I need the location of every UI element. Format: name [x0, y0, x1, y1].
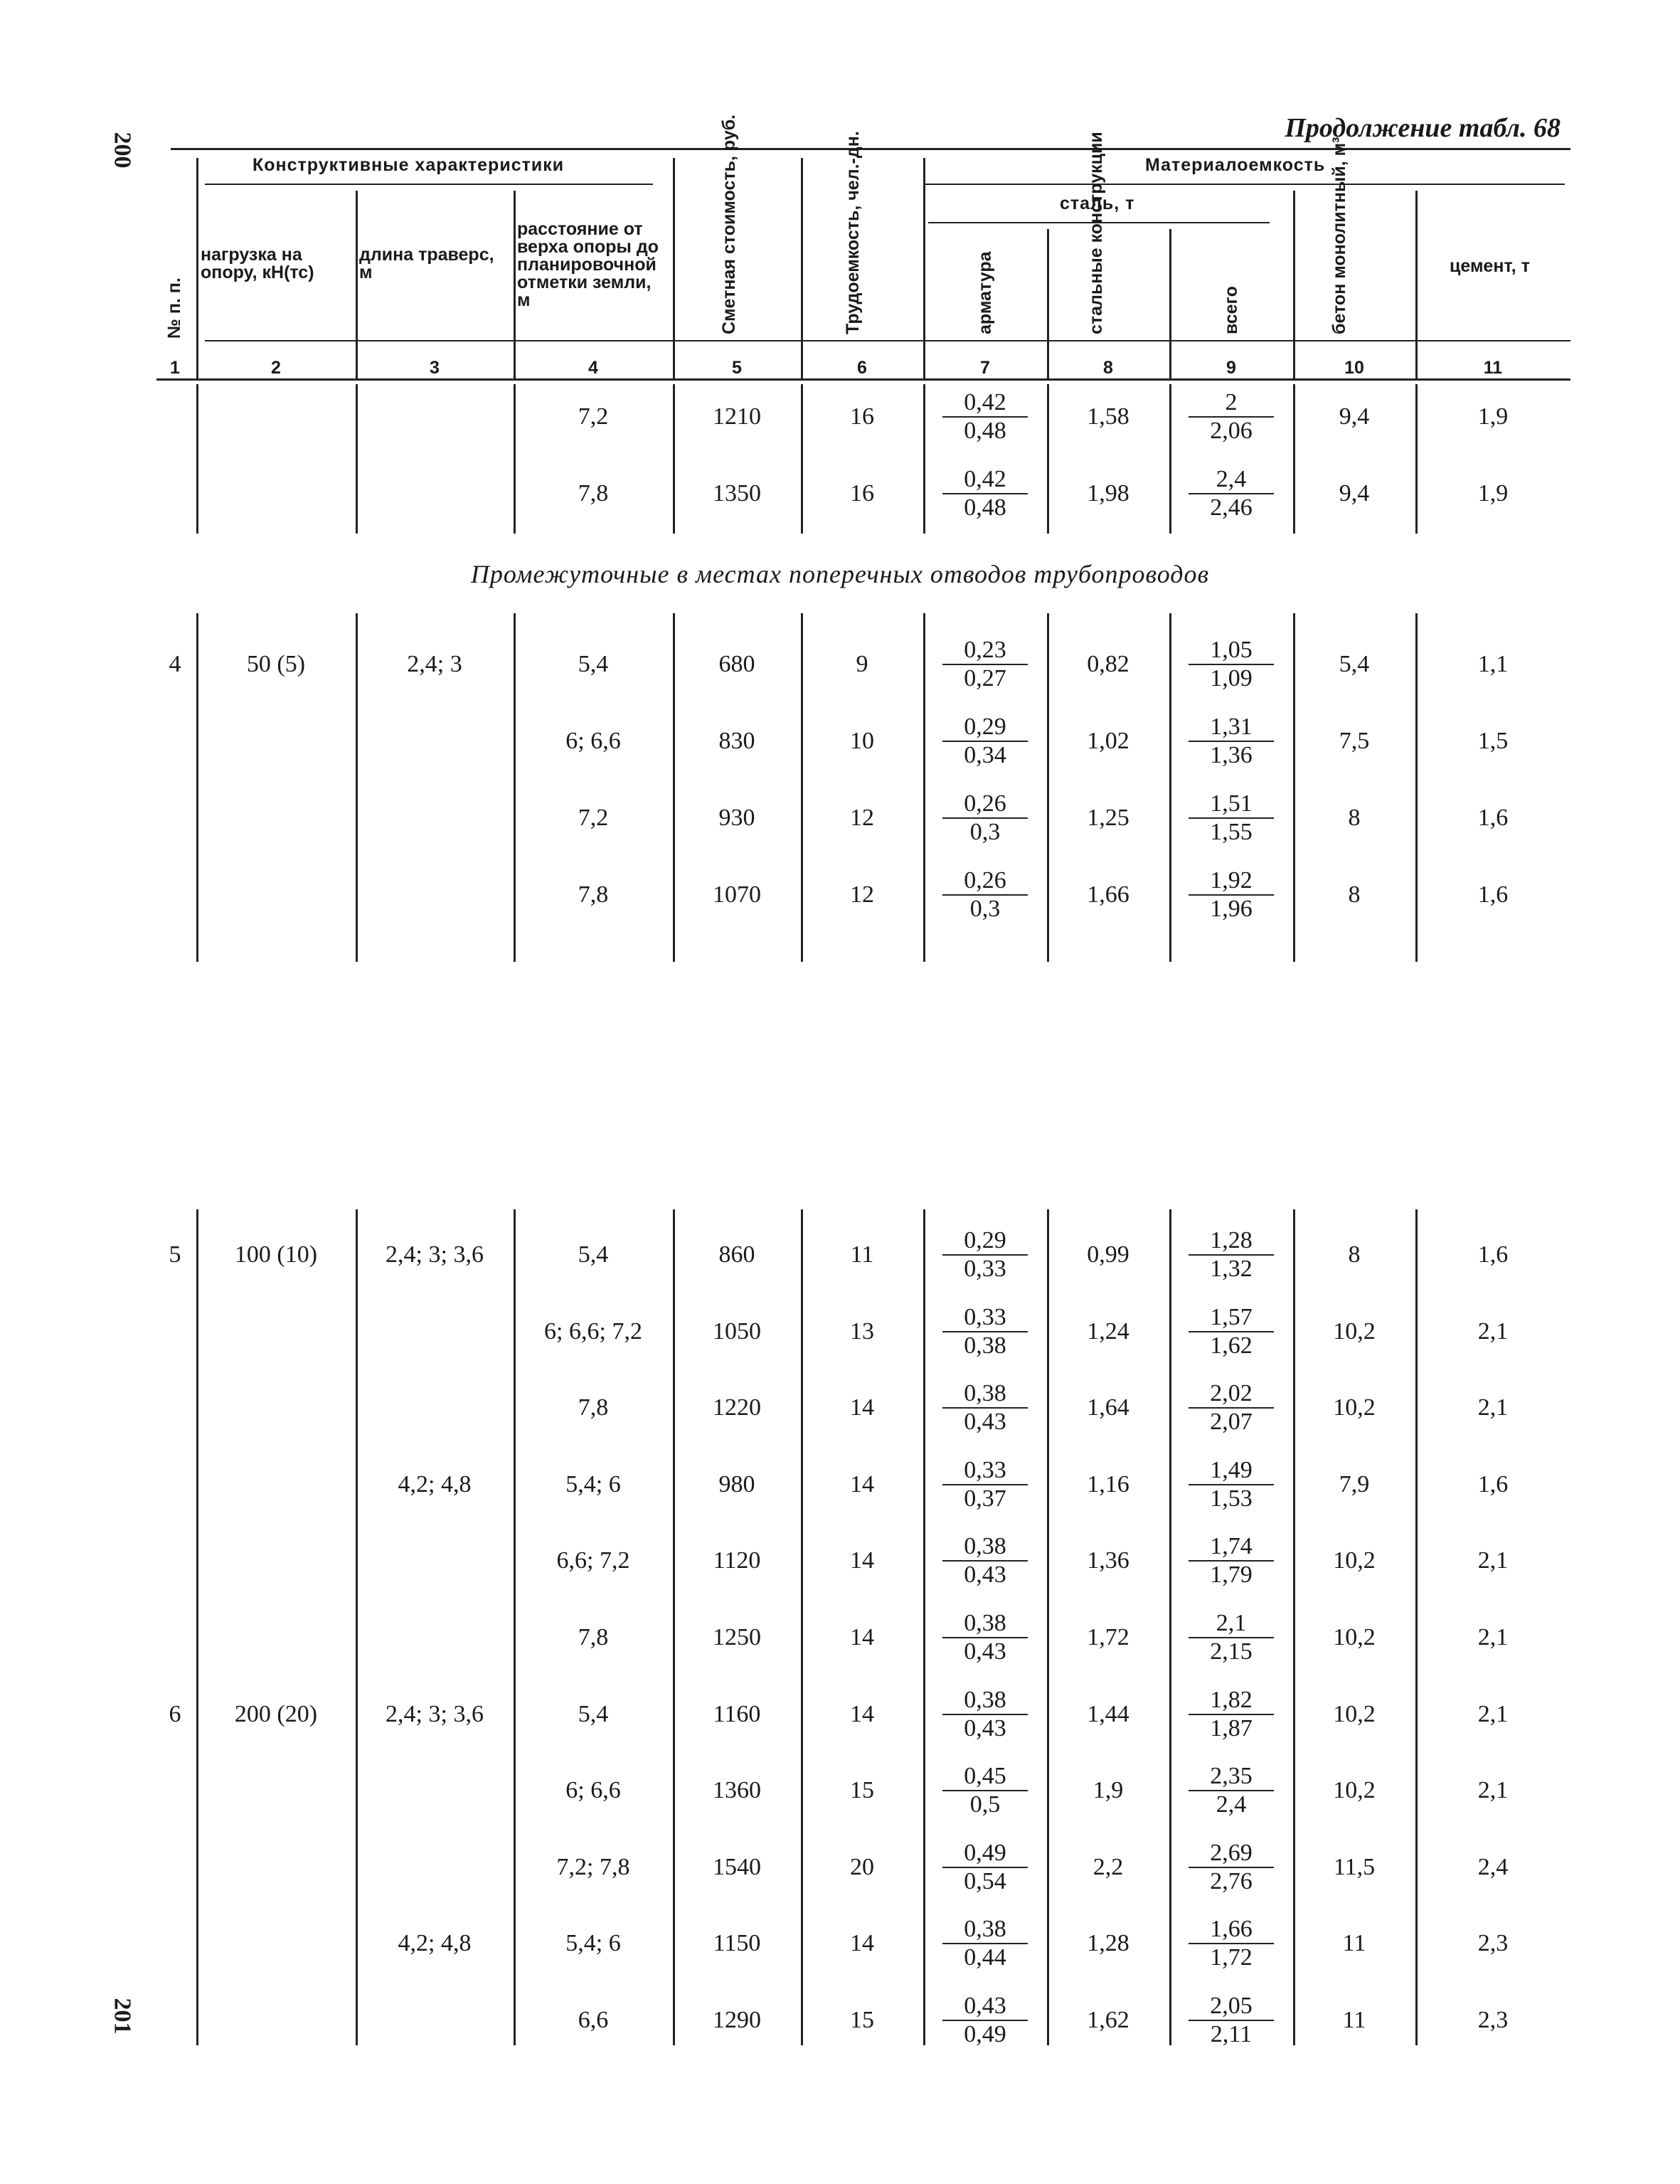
labor-cell: 14 [850, 1930, 874, 1957]
concrete-cell: 11 [1342, 2007, 1366, 2033]
fraction-numerator: 0,49 [942, 1840, 1028, 1868]
concrete-cell: 10,2 [1333, 1318, 1376, 1345]
fraction-numerator: 0,26 [942, 867, 1028, 896]
header-vline [801, 158, 803, 378]
column-divider [1415, 613, 1418, 962]
total-steel-cell [1189, 389, 1274, 445]
cost-cell: 1120 [713, 1547, 761, 1574]
cost-cell: 680 [718, 651, 755, 677]
cement-cell: 1,6 [1477, 1241, 1509, 1268]
fraction-numerator: 1,05 [1189, 637, 1274, 665]
header-vline [923, 158, 925, 378]
fraction-denominator: 1,62 [1210, 1332, 1253, 1359]
concrete-cell: 11,5 [1333, 1853, 1376, 1880]
column-number-3: 3 [430, 358, 440, 378]
cost-cell: 1290 [713, 2007, 761, 2033]
column-divider [1169, 1209, 1171, 2045]
cement-cell: 1,6 [1477, 1470, 1509, 1497]
cement-cell: 1,1 [1477, 651, 1509, 677]
dist-cell: 7,2 [578, 403, 609, 430]
concrete-cell: 10,2 [1333, 1700, 1376, 1727]
steel-cell: 1,58 [1087, 403, 1129, 430]
column-divider [923, 613, 925, 962]
column-number-5: 5 [732, 358, 742, 378]
no-header: № п. п. [164, 277, 184, 339]
total-steel-cell [1189, 1227, 1274, 1283]
fraction-denominator: 0,49 [964, 2021, 1006, 2047]
concrete-header: бетон монолитный, м³ [1329, 137, 1349, 334]
cement-cell: 2,1 [1477, 1777, 1509, 1804]
steel-cell: 1,28 [1087, 1930, 1129, 1957]
fraction-denominator: 0,37 [964, 1485, 1006, 1512]
steel-cell: 1,16 [1087, 1470, 1129, 1497]
page-number-bottom: 201 [109, 1998, 136, 2035]
page-number-top: 200 [109, 132, 136, 169]
steel-cell: 0,99 [1087, 1241, 1129, 1268]
fraction-denominator: 1,87 [1210, 1714, 1253, 1742]
cost-cell: 830 [718, 728, 755, 754]
steel-cell: 1,25 [1087, 805, 1129, 831]
cement-cell: 1,6 [1477, 805, 1509, 831]
total-steel-cell [1189, 1916, 1274, 1971]
fraction-numerator: 0,38 [942, 1610, 1028, 1638]
concrete-cell: 5,4 [1339, 651, 1370, 677]
dist-cell: 7,8 [578, 480, 609, 507]
armatura-cell [942, 1457, 1028, 1512]
dist-cell: 7,2; 7,8 [556, 1853, 630, 1880]
labor-header: Трудоемкость, чел.-дн. [843, 131, 863, 334]
fraction-denominator: 0,5 [969, 1791, 1001, 1818]
fraction-numerator: 1,28 [1189, 1227, 1274, 1256]
labor-cell: 16 [850, 480, 874, 507]
dist-cell: 5,4; 6 [565, 1470, 621, 1497]
fraction-numerator: 2,05 [1189, 1993, 1274, 2021]
concrete-cell: 7,5 [1339, 728, 1370, 754]
column-divider [196, 384, 198, 534]
fraction-denominator: 0,34 [964, 742, 1006, 768]
cost-cell: 1350 [713, 480, 761, 507]
header-vline [196, 158, 198, 378]
labor-cell: 10 [850, 728, 874, 754]
load-header: нагрузка на опору, кН(тс) [201, 245, 314, 282]
cost-cell: 1540 [713, 1853, 761, 1880]
fraction-denominator: 0,48 [964, 494, 1006, 521]
armatura-cell [942, 1533, 1028, 1589]
load-cell: 100 (10) [234, 1241, 318, 1268]
total-steel-cell [1189, 790, 1274, 846]
labor-cell: 11 [850, 1241, 874, 1268]
dist-cell: 7,8 [578, 881, 609, 908]
load-cell: 50 (5) [246, 651, 306, 677]
cost-cell: 860 [718, 1241, 755, 1268]
cement-header: цемент, т [1450, 256, 1530, 276]
header-top-rule [171, 148, 1570, 150]
armatura-cell [942, 1227, 1028, 1283]
dist-cell: 6; 6,6; 7,2 [544, 1318, 642, 1345]
steel-cell: 1,72 [1087, 1624, 1129, 1650]
labor-cell: 15 [850, 2007, 874, 2033]
total-steel-cell [1189, 1610, 1274, 1665]
fraction-denominator: 0,38 [964, 1332, 1006, 1359]
fraction-denominator: 0,27 [964, 665, 1006, 691]
fraction-numerator: 0,45 [942, 1763, 1028, 1791]
column-number-6: 6 [857, 358, 867, 378]
armatura-cell [942, 389, 1028, 445]
column-divider [196, 1209, 198, 2045]
total-steel-cell [1189, 637, 1274, 692]
column-divider [356, 1209, 358, 2045]
steel-cell: 1,44 [1087, 1700, 1129, 1727]
dist-cell: 5,4 [578, 1241, 609, 1268]
construct-group-rule [205, 184, 653, 185]
steel-cell: 1,62 [1087, 2007, 1129, 2033]
steel-cell: 1,98 [1087, 480, 1129, 507]
cost-header: Сметная стоимость, руб. [719, 114, 739, 334]
dist-cell: 5,4; 6 [565, 1930, 621, 1957]
armatura-cell [942, 714, 1028, 769]
cement-cell: 2,3 [1477, 2007, 1509, 2033]
armatura-cell [942, 1840, 1028, 1895]
armatura-cell [942, 1304, 1028, 1359]
concrete-cell: 10,2 [1333, 1777, 1376, 1804]
header-vline [1293, 191, 1295, 378]
length-header: длина траверс, м [359, 245, 494, 282]
fraction-denominator: 0,44 [964, 1944, 1006, 1971]
fraction-numerator: 0,29 [942, 1227, 1028, 1256]
total-steel-cell [1189, 1840, 1274, 1895]
fraction-denominator: 2,11 [1210, 2021, 1253, 2047]
fraction-numerator: 2,35 [1189, 1763, 1274, 1791]
fraction-denominator: 0,48 [964, 418, 1006, 444]
column-number-8: 8 [1103, 358, 1113, 378]
labor-cell: 12 [850, 881, 874, 908]
length-cell: 2,4; 3 [407, 651, 462, 677]
armatura-cell [942, 867, 1028, 923]
total-steel-cell [1189, 1457, 1274, 1512]
column-number-7: 7 [980, 358, 990, 378]
fraction-denominator: 1,79 [1210, 1562, 1253, 1589]
fraction-numerator: 1,31 [1189, 714, 1274, 742]
dist-cell: 5,4 [578, 651, 609, 677]
dist-cell: 6,6; 7,2 [556, 1547, 630, 1574]
steel-cell: 1,02 [1087, 728, 1129, 754]
armatura-cell [942, 1916, 1028, 1971]
fraction-denominator: 1,96 [1210, 896, 1253, 922]
fraction-numerator: 0,33 [942, 1457, 1028, 1485]
fraction-numerator: 2,4 [1189, 466, 1274, 494]
cost-cell: 1210 [713, 403, 761, 430]
fraction-denominator: 0,54 [964, 1867, 1006, 1894]
armatura-cell [942, 1380, 1028, 1436]
cost-cell: 1250 [713, 1624, 761, 1650]
cost-cell: 980 [718, 1470, 755, 1497]
cement-cell: 2,4 [1477, 1853, 1509, 1880]
concrete-cell: 11 [1342, 1930, 1366, 1957]
concrete-cell: 8 [1348, 881, 1361, 908]
armatura-cell [942, 790, 1028, 846]
cost-cell: 1220 [713, 1394, 761, 1421]
fraction-denominator: 0,3 [969, 819, 1001, 845]
steel-cell: 1,9 [1092, 1777, 1124, 1804]
length-cell: 4,2; 4,8 [398, 1930, 472, 1957]
labor-cell: 16 [850, 403, 874, 430]
fraction-numerator: 2,02 [1189, 1380, 1274, 1409]
armatura-cell [942, 1763, 1028, 1818]
fraction-denominator: 1,72 [1210, 1944, 1253, 1971]
total-steel-cell [1189, 1304, 1274, 1359]
cement-cell: 2,1 [1477, 1547, 1509, 1574]
labor-cell: 9 [856, 651, 868, 677]
column-number-2: 2 [271, 358, 281, 378]
length-cell: 2,4; 3; 3,6 [386, 1700, 484, 1727]
concrete-cell: 8 [1348, 805, 1361, 831]
steel-cell: 1,66 [1087, 881, 1129, 908]
fraction-numerator: 0,42 [942, 466, 1028, 494]
cement-cell: 2,1 [1477, 1624, 1509, 1650]
fraction-denominator: 2,4 [1216, 1791, 1247, 1818]
fraction-denominator: 0,43 [964, 1562, 1006, 1589]
fraction-numerator: 1,82 [1189, 1687, 1274, 1715]
cost-cell: 1160 [713, 1700, 761, 1727]
fraction-denominator: 0,33 [964, 1256, 1006, 1282]
fraction-denominator: 1,36 [1210, 742, 1253, 768]
column-number-10: 10 [1344, 358, 1364, 378]
concrete-cell: 8 [1348, 1241, 1361, 1268]
fraction-denominator: 1,55 [1210, 819, 1253, 845]
labor-cell: 15 [850, 1777, 874, 1804]
fraction-denominator: 0,43 [964, 1638, 1006, 1665]
fraction-denominator: 0,3 [969, 896, 1001, 922]
header-vline [673, 158, 675, 378]
dist-cell: 6,6 [578, 2007, 609, 2033]
cost-cell: 1150 [713, 1930, 761, 1957]
fraction-numerator: 0,38 [942, 1380, 1028, 1409]
fraction-denominator: 2,15 [1210, 1638, 1253, 1665]
fraction-numerator: 0,23 [942, 637, 1028, 665]
steel-cell: 1,64 [1087, 1394, 1129, 1421]
dist-cell: 6; 6,6 [565, 728, 621, 754]
material-group-label: Материалоемкость [1145, 155, 1326, 175]
column-divider [923, 1209, 925, 2045]
labor-cell: 14 [850, 1700, 874, 1727]
cost-cell: 1050 [713, 1318, 761, 1345]
armatura-cell [942, 1610, 1028, 1665]
dist-cell: 6; 6,6 [565, 1777, 621, 1804]
steel-cell: 1,36 [1087, 1547, 1129, 1574]
cement-cell: 2,1 [1477, 1318, 1509, 1345]
no-cell: 4 [169, 651, 181, 677]
column-number-11: 11 [1483, 358, 1503, 378]
total-steel-cell [1189, 714, 1274, 769]
fraction-numerator: 0,38 [942, 1687, 1028, 1715]
distance-header: расстояние от верха опоры до планировочной отметки земли, м [517, 219, 659, 310]
fraction-numerator: 0,42 [942, 389, 1028, 418]
column-divider [1415, 1209, 1418, 2045]
steel-cell: 1,24 [1087, 1318, 1129, 1345]
column-number-1: 1 [170, 358, 180, 378]
labor-cell: 12 [850, 805, 874, 831]
column-divider [1169, 613, 1171, 962]
fraction-denominator: 2,76 [1210, 1867, 1253, 1894]
total-steel-cell [1189, 867, 1274, 923]
cost-cell: 930 [718, 805, 755, 831]
cost-cell: 1070 [713, 881, 761, 908]
labor-cell: 14 [850, 1470, 874, 1497]
length-cell: 2,4; 3; 3,6 [386, 1241, 484, 1268]
armatura-header: арматура [975, 251, 995, 334]
fraction-numerator: 0,29 [942, 714, 1028, 742]
armatura-cell [942, 1687, 1028, 1742]
steel-struct-header: стальные конструкции [1086, 132, 1106, 334]
total-steel-cell [1189, 1993, 1274, 2048]
length-cell: 4,2; 4,8 [398, 1470, 472, 1497]
header-vline [1047, 229, 1049, 378]
fraction-numerator: 0,26 [942, 790, 1028, 819]
concrete-cell: 10,2 [1333, 1547, 1376, 1574]
column-divider [923, 384, 925, 534]
fraction-numerator: 2,69 [1189, 1840, 1274, 1868]
fraction-numerator: 1,92 [1189, 867, 1274, 896]
concrete-cell: 9,4 [1339, 480, 1370, 507]
cement-cell: 1,9 [1477, 403, 1509, 430]
concrete-cell: 9,4 [1339, 403, 1370, 430]
cement-cell: 2,1 [1477, 1700, 1509, 1727]
fraction-numerator: 1,51 [1189, 790, 1274, 819]
fraction-numerator: 0,38 [942, 1533, 1028, 1562]
total-steel-cell [1189, 466, 1274, 521]
concrete-cell: 7,9 [1339, 1470, 1370, 1497]
colnum-rule [156, 378, 1570, 381]
fraction-numerator: 1,66 [1189, 1916, 1274, 1944]
fraction-numerator: 2,1 [1189, 1610, 1274, 1638]
cement-cell: 1,6 [1477, 881, 1509, 908]
fraction-denominator: 1,09 [1210, 665, 1253, 691]
steel-group-label: сталь, т [1060, 194, 1135, 213]
header-vline [514, 191, 516, 378]
labor-cell: 14 [850, 1547, 874, 1574]
total-header: всего [1221, 286, 1241, 334]
fraction-denominator: 0,43 [964, 1714, 1006, 1742]
cement-cell: 2,3 [1477, 1930, 1509, 1957]
total-steel-cell [1189, 1533, 1274, 1589]
material-group-rule [925, 184, 1565, 185]
fraction-numerator: 0,33 [942, 1304, 1028, 1332]
cement-cell: 1,5 [1477, 728, 1509, 754]
concrete-cell: 10,2 [1333, 1394, 1376, 1421]
armatura-cell [942, 466, 1028, 521]
dist-cell: 7,2 [578, 805, 609, 831]
fraction-numerator: 0,43 [942, 1993, 1028, 2021]
fraction-denominator: 2,06 [1210, 418, 1253, 444]
no-cell: 6 [169, 1700, 181, 1727]
fraction-numerator: 2 [1189, 389, 1274, 418]
fraction-numerator: 1,49 [1189, 1457, 1274, 1485]
labor-cell: 13 [850, 1318, 874, 1345]
dist-cell: 7,8 [578, 1394, 609, 1421]
section-title: Промежуточные в местах поперечных отводов трубопроводов [470, 560, 1210, 588]
cost-cell: 1360 [713, 1777, 761, 1804]
labor-cell: 20 [850, 1853, 874, 1880]
header-vline [1415, 191, 1418, 378]
header-bottom-rule [205, 340, 1570, 341]
construct-group-label: Конструктивные характеристики [252, 155, 565, 175]
column-divider [1169, 384, 1171, 534]
total-steel-cell [1189, 1763, 1274, 1818]
armatura-cell [942, 1993, 1028, 2048]
steel-cell: 0,82 [1087, 651, 1129, 677]
fraction-denominator: 2,07 [1210, 1409, 1253, 1436]
fraction-denominator: 1,32 [1210, 1256, 1253, 1282]
concrete-cell: 10,2 [1333, 1624, 1376, 1650]
fraction-denominator: 2,46 [1210, 494, 1253, 521]
column-divider [1415, 384, 1418, 534]
fraction-numerator: 1,57 [1189, 1304, 1274, 1332]
dist-cell: 7,8 [578, 1624, 609, 1650]
cement-cell: 2,1 [1477, 1394, 1509, 1421]
no-cell: 5 [169, 1241, 181, 1268]
column-number-4: 4 [588, 358, 598, 378]
load-cell: 200 (20) [234, 1700, 318, 1727]
continuation-title: Продолжение табл. 68 [1285, 113, 1561, 143]
labor-cell: 14 [850, 1394, 874, 1421]
steel-cell: 2,2 [1092, 1853, 1124, 1880]
fraction-denominator: 1,53 [1210, 1485, 1253, 1512]
column-divider [356, 384, 358, 534]
fraction-numerator: 0,38 [942, 1916, 1028, 1944]
header-vline [356, 191, 358, 378]
armatura-cell [942, 637, 1028, 692]
total-steel-cell [1189, 1380, 1274, 1436]
labor-cell: 14 [850, 1624, 874, 1650]
column-number-9: 9 [1226, 358, 1236, 378]
fraction-numerator: 1,74 [1189, 1533, 1274, 1562]
total-steel-cell [1189, 1687, 1274, 1742]
fraction-denominator: 0,43 [964, 1409, 1006, 1436]
cement-cell: 1,9 [1477, 480, 1509, 507]
dist-cell: 5,4 [578, 1700, 609, 1727]
header-vline [1169, 229, 1171, 378]
